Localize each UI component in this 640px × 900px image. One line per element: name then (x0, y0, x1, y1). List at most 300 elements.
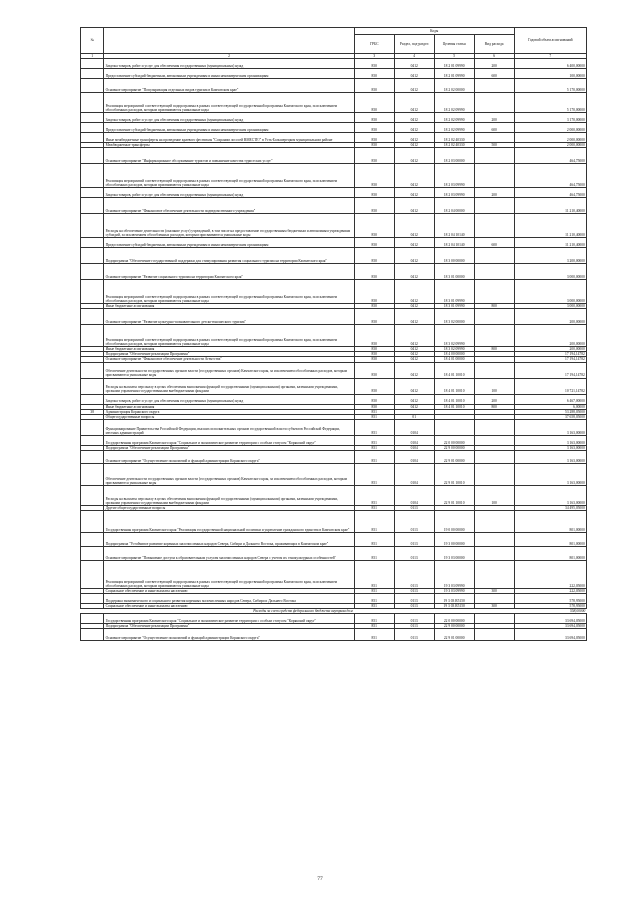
row-name: Реализация мероприятий соответствующей подпрограммы в рамках соответствующей государственной программы Камчатского края, за исключением обособленных расходов, которым присваиваются уникальные коды (104, 561, 354, 589)
row-grbs: 850 (354, 347, 394, 352)
row-amount: 10 721,14782 (514, 378, 586, 394)
row-amount: 11 210,40000 (514, 238, 586, 248)
row-grbs: 851 (354, 435, 394, 445)
row-name: Иные межбюджетные трансферты на проведение краевого фестиваля "Сохраним лососей ВМЕСТЕ!" в Усть-Большерецком муниципальном районе (104, 133, 354, 143)
row-target-article: 18 4 01 00000 (434, 357, 474, 362)
row-razd: 0104 (394, 485, 434, 505)
row-number (81, 309, 104, 325)
row-expense-type: 300 (474, 589, 514, 594)
row-grbs: 851 (354, 629, 394, 641)
row-grbs: 851 (354, 533, 394, 547)
row-grbs: 851 (354, 589, 394, 594)
row-target-article: 18 3 01 09990 (434, 304, 474, 309)
table-row (81, 214, 587, 238)
row-amount: 3 163,00000 (514, 445, 586, 450)
row-razd: 0412 (394, 404, 434, 409)
row-expense-type (474, 511, 514, 533)
row-grbs: 850 (354, 309, 394, 325)
row-grbs: 850 (354, 264, 394, 280)
row-number (81, 113, 104, 123)
row-target-article: 22 9 01 00000 (434, 450, 474, 463)
row-number (81, 59, 104, 69)
row-razd: 0412 (394, 113, 434, 123)
row-name: Подпрограмма "Обеспечение реализации Программы" (104, 352, 354, 357)
row-grbs: 850 (354, 93, 394, 113)
row-name: Государственная программа Камчатского края "Реализация государственной национальной политики и укрепление гражданского единства в Камчатском крае" (104, 511, 354, 533)
row-grbs: 850 (354, 133, 394, 143)
row-amount: 3 000,00000 (514, 304, 586, 309)
row-name: Предоставление субсидий бюджетным, автономным учреждениям и иным некоммерческим организациям (104, 123, 354, 133)
row-expense-type (474, 362, 514, 378)
table-row (81, 188, 587, 198)
row-number (81, 614, 104, 624)
table-header (81, 28, 587, 59)
row-target-article: 18 2 01 09990 (434, 69, 474, 79)
header-cs: Целевая статья (434, 35, 474, 54)
row-grbs: 851 (354, 414, 394, 419)
row-amount: 801,00000 (514, 511, 586, 533)
table-row (81, 164, 587, 188)
table-row (81, 533, 587, 547)
row-name: Социальное обеспечение и иные выплаты населению (104, 589, 354, 594)
row-expense-type (474, 264, 514, 280)
row-expense-type (474, 594, 514, 604)
row-number (81, 93, 104, 113)
row-name: Основное мероприятие "Повышение доступа к образовательным услугам малочисленных народов Севера с учетом их этнокультурных особенностей" (104, 547, 354, 561)
table-row (81, 325, 587, 347)
row-amount: 200,00000 (514, 309, 586, 325)
row-target-article: 22 9 01 10010 (434, 485, 474, 505)
row-target-article: 18 2 02 09990 (434, 93, 474, 113)
row-name: Основное мероприятие "Осуществление полномочий и функций администрации Корякского округа" (104, 450, 354, 463)
row-razd: 0412 (394, 69, 434, 79)
row-grbs: 850 (354, 113, 394, 123)
row-expense-type (474, 547, 514, 561)
row-razd: 0104 (394, 463, 434, 485)
row-razd: 0412 (394, 133, 434, 143)
row-grbs: 850 (354, 280, 394, 304)
row-name: Администрация Корякского округа (104, 409, 354, 414)
row-number: 38 (81, 409, 104, 414)
row-grbs: 850 (354, 248, 394, 264)
row-target-article: 18 2 02 40330 (434, 143, 474, 148)
row-razd: 0104 (394, 445, 434, 450)
header-sum: Годовой объем ассигнований (514, 28, 586, 54)
header-razd: Раздел, под-раздел (394, 35, 434, 54)
table-row (81, 79, 587, 93)
row-razd: 0113 (394, 561, 434, 589)
row-grbs: 850 (354, 378, 394, 394)
row-target-article: 19 0 00 00000 (434, 511, 474, 533)
row-name: Социальное обеспечение и иные выплаты населению (104, 604, 354, 609)
row-expense-type: 300 (474, 604, 514, 609)
row-target-article: 18 4 01 10010 (434, 394, 474, 404)
row-grbs: 850 (354, 188, 394, 198)
table-row (81, 511, 587, 533)
row-amount: 2 000,00000 (514, 133, 586, 143)
table-row (81, 629, 587, 641)
row-expense-type (474, 214, 514, 238)
row-name: Основное мероприятие "Информационное обслуживание туристов и повышение качества туристских услуг" (104, 148, 354, 164)
row-amount: 3 163,00000 (514, 419, 586, 435)
row-expense-type (474, 198, 514, 214)
row-amount: 801,00000 (514, 533, 586, 547)
row-amount: 2 000,00000 (514, 143, 586, 148)
row-grbs: 850 (354, 238, 394, 248)
row-name: Обеспечение деятельности государственных органов власти (государственных органов) Камчатского края, за исключением обособленных расходов, которым присваиваются уникальные коды (104, 463, 354, 485)
header-codes: Коды (354, 28, 514, 35)
row-number (81, 79, 104, 93)
header-index-cell: 6 (474, 54, 514, 59)
row-amount: 17 194,14782 (514, 357, 586, 362)
row-grbs: 850 (354, 357, 394, 362)
row-razd: 0412 (394, 357, 434, 362)
row-amount: 3 170,00000 (514, 113, 586, 123)
row-name: Подпрограмма "Устойчивое развитие коренных малочисленных народов Севера, Сибири и Дальнего Востока, проживающих в Камчатском крае" (104, 533, 354, 547)
row-razd: 0412 (394, 59, 434, 69)
row-grbs: 851 (354, 614, 394, 624)
row-grbs: 850 (354, 304, 394, 309)
row-name: Иные бюджетные ассигнования (104, 304, 354, 309)
row-razd: 0104 (394, 435, 434, 445)
row-razd: 0113 (394, 533, 434, 547)
row-expense-type: 800 (474, 404, 514, 409)
row-grbs: 850 (354, 214, 394, 238)
row-number (81, 69, 104, 79)
row-grbs: 850 (354, 198, 394, 214)
row-razd: 0412 (394, 352, 434, 357)
table-row (81, 594, 587, 604)
table-row (81, 93, 587, 113)
row-grbs: 850 (354, 394, 394, 404)
row-number (81, 394, 104, 404)
row-expense-type: 600 (474, 69, 514, 79)
row-razd: 01 (394, 414, 434, 419)
row-expense-type (474, 435, 514, 445)
row-name: Иные бюджетные ассигнования (104, 347, 354, 352)
row-razd: 0412 (394, 148, 434, 164)
row-grbs: 850 (354, 69, 394, 79)
row-name: Закупка товаров, работ и услуг для обеспечения государственных (муниципальных) нужд (104, 113, 354, 123)
row-razd: 0412 (394, 264, 434, 280)
table-row (81, 614, 587, 624)
row-target-article: 18 3 02 09990 (434, 347, 474, 352)
row-razd: 0412 (394, 123, 434, 133)
row-name: Межбюджетные трансферты (104, 143, 354, 148)
row-name: Закупка товаров, работ и услуг для обеспечения государственных (муниципальных) нужд (104, 188, 354, 198)
row-target-article: 19 3 03 09990 (434, 589, 474, 594)
table-row (81, 561, 587, 589)
row-amount: 578,95000 (514, 604, 586, 609)
row-amount: 11 210,40000 (514, 198, 586, 214)
row-amount: 222,05000 (514, 561, 586, 589)
row-grbs: 850 (354, 362, 394, 378)
row-number (81, 435, 104, 445)
row-expense-type (474, 133, 514, 143)
row-number (81, 561, 104, 589)
row-razd: 0412 (394, 143, 434, 148)
row-name: Основное мероприятие "Финансовое обеспечение деятельности подведомственного учреждения" (104, 198, 354, 214)
row-grbs: 850 (354, 404, 394, 409)
row-name: Государственная программа Камчатского края "Социальное и экономическое развитие территории с особым статусом "Корякский округ" (104, 614, 354, 624)
header-vr: Вид расхода (474, 35, 514, 54)
row-grbs: 851 (354, 511, 394, 533)
row-expense-type: 800 (474, 347, 514, 352)
row-amount: 200,00000 (514, 347, 586, 352)
row-razd: 0412 (394, 280, 434, 304)
table-row (81, 198, 587, 214)
row-name: Основное мероприятие "Финансовое обеспечение деятельности Агентства" (104, 357, 354, 362)
row-name: Подпрограмма "Обеспечение реализации Программы" (104, 445, 354, 450)
page-number: 77 (317, 876, 323, 882)
row-number (81, 214, 104, 238)
row-expense-type (474, 325, 514, 347)
row-name: Подпрограмма "Обеспечение реализации Программы" (104, 624, 354, 629)
table-row (81, 238, 587, 248)
row-number (81, 280, 104, 304)
table-row (81, 248, 587, 264)
row-amount: 3 200,00000 (514, 248, 586, 264)
row-razd: 0412 (394, 394, 434, 404)
row-amount: 3 163,00000 (514, 485, 586, 505)
row-amount: 464,75000 (514, 188, 586, 198)
row-target-article: 18 2 04 10140 (434, 238, 474, 248)
row-razd: 0113 (394, 604, 434, 609)
row-target-article: 18 4 01 10010 (434, 378, 474, 394)
row-name: Основное мероприятие "Развитие социального туризма на территории Камчатского края" (104, 264, 354, 280)
row-expense-type: 600 (474, 123, 514, 133)
row-number (81, 264, 104, 280)
row-grbs: 851 (354, 547, 394, 561)
row-grbs: 851 (354, 624, 394, 629)
row-expense-type (474, 79, 514, 93)
row-name: Основное мероприятие "Осуществление полномочий и функций администрации Корякского округа" (104, 629, 354, 641)
table-row (81, 362, 587, 378)
row-number (81, 419, 104, 435)
row-number (81, 450, 104, 463)
row-razd: 0113 (394, 594, 434, 604)
row-number (81, 123, 104, 133)
row-name: Иные бюджетные ассигнования (104, 404, 354, 409)
row-number (81, 238, 104, 248)
table-row (81, 485, 587, 505)
row-number (81, 511, 104, 533)
row-number (81, 248, 104, 264)
row-grbs: 851 (354, 419, 394, 435)
row-number (81, 629, 104, 641)
row-grbs: 850 (354, 79, 394, 93)
row-amount: 17 194,14782 (514, 362, 586, 378)
row-name: Поддержка экономического и социального развития коренных малочисленных народов Севера, Сибири и Дальнего Востока (104, 594, 354, 604)
row-grbs: 850 (354, 164, 394, 188)
row-target-article: 19 3 03 09990 (434, 561, 474, 589)
row-name: Предоставление субсидий бюджетным, автономным учреждениям и иным некоммерческим организациям (104, 69, 354, 79)
row-name: Основное мероприятие "Популяризация отдельных видов туризма в Камчатском крае" (104, 79, 354, 93)
row-expense-type: 200 (474, 188, 514, 198)
row-razd: 0113 (394, 629, 434, 641)
row-target-article: 18 4 01 10010 (434, 362, 474, 378)
row-amount: 3 163,00000 (514, 463, 586, 485)
row-number (81, 198, 104, 214)
row-target-article: 18 3 01 09990 (434, 280, 474, 304)
row-amount: 6,00000 (514, 404, 586, 409)
header-index-cell: 3 (354, 54, 394, 59)
table-row (81, 264, 587, 280)
row-expense-type (474, 248, 514, 264)
row-amount: 801,00000 (514, 547, 586, 561)
row-razd: 0412 (394, 214, 434, 238)
row-expense-type (474, 164, 514, 188)
row-target-article: 18 2 04 00000 (434, 198, 474, 214)
row-number (81, 594, 104, 604)
row-grbs: 851 (354, 409, 394, 414)
table-row (81, 419, 587, 435)
row-target-article: 18 2 03 00000 (434, 148, 474, 164)
row-amount: 200,00000 (514, 325, 586, 347)
row-amount: 37 658,05000 (514, 414, 586, 419)
row-name: Государственная программа Камчатского края "Социальное и экономическое развитие территории с особым статусом "Корякский округ" (104, 435, 354, 445)
row-razd: 0113 (394, 624, 434, 629)
row-name: Расходы на выплаты персоналу в целях обеспечения выполнения функций государственными (муниципальными) органами, казенными учреждениями, органами управления государственными внебюджетными фондами (104, 378, 354, 394)
row-grbs: 851 (354, 445, 394, 450)
table-row (81, 148, 587, 164)
row-expense-type: 200 (474, 113, 514, 123)
row-expense-type: 200 (474, 59, 514, 69)
row-razd: 0113 (394, 547, 434, 561)
row-expense-type (474, 533, 514, 547)
table-row (81, 280, 587, 304)
row-number (81, 188, 104, 198)
table-row (81, 463, 587, 485)
row-amount: 222,05000 (514, 589, 586, 594)
row-razd: 0412 (394, 325, 434, 347)
row-number (81, 485, 104, 505)
header-num: № (81, 28, 104, 54)
row-target-article: 22 9 00 00000 (434, 624, 474, 629)
table-row (81, 59, 587, 69)
row-name: Общегосударственные вопросы (104, 414, 354, 419)
row-expense-type (474, 614, 514, 624)
row-expense-type (474, 561, 514, 589)
row-grbs: 851 (354, 561, 394, 589)
table-row (81, 113, 587, 123)
row-target-article: 18 2 01 09990 (434, 59, 474, 69)
row-target-article: 18 3 00 00000 (434, 248, 474, 264)
row-number (81, 378, 104, 394)
row-name: Расходы на обеспечение деятельности (оказание услуг) учреждений, в том числе на предоставление государственным бюджетным и автономным учреждениям субсидий, за исключением обособленных расходов, которым присваиваются уникальные коды (104, 214, 354, 238)
row-name: Реализация мероприятий соответствующей подпрограммы в рамках соответствующей государственной программы Камчатского края, за исключением обособленных расходов, которым присваиваются уникальные коды (104, 280, 354, 304)
row-expense-type (474, 280, 514, 304)
row-target-article: 18 4 01 10010 (434, 404, 474, 409)
row-grbs: 850 (354, 143, 394, 148)
row-razd: 0412 (394, 248, 434, 264)
row-target-article: 22 0 00 00000 (434, 614, 474, 624)
row-target-article: 18 2 02 09990 (434, 113, 474, 123)
row-name: Расходы на выплаты персоналу в целях обеспечения выполнения функций государственными (муниципальными) органами, казенными учреждениями, органами управления государственными внебюджетными фондами (104, 485, 354, 505)
row-amount: 17 194,14782 (514, 352, 586, 357)
row-target-article: 18 3 02 00000 (434, 309, 474, 325)
row-target-article: 22 9 00 00000 (434, 445, 474, 450)
row-expense-type (474, 309, 514, 325)
row-amount: 3 000,00000 (514, 280, 586, 304)
row-target-article: 19 3 03 R5150 (434, 594, 474, 604)
row-amount: 100,00000 (514, 69, 586, 79)
table-row (81, 123, 587, 133)
row-target-article: 22 9 01 00000 (434, 629, 474, 641)
row-razd: 0412 (394, 188, 434, 198)
row-name: Реализация мероприятий соответствующей подпрограммы в рамках соответствующей государственной программы Камчатского края, за исключением обособленных расходов, которым присваиваются уникальные коды (104, 93, 354, 113)
row-razd: 0104 (394, 419, 434, 435)
row-expense-type (474, 450, 514, 463)
row-razd: 0412 (394, 93, 434, 113)
table-row (81, 309, 587, 325)
row-grbs: 850 (354, 59, 394, 69)
table-row (81, 547, 587, 561)
row-expense-type: 200 (474, 394, 514, 404)
row-number (81, 362, 104, 378)
row-razd: 0104 (394, 450, 434, 463)
header-name (104, 28, 354, 54)
row-razd: 0113 (394, 614, 434, 624)
row-expense-type (474, 463, 514, 485)
row-amount: 33 694,05000 (514, 629, 586, 641)
row-name: Основное мероприятие "Развитие культурно-познавательного детско-юношеского туризма" (104, 309, 354, 325)
row-number (81, 148, 104, 164)
row-target-article: 22 0 00 00000 (434, 435, 474, 445)
row-amount: 6 400,00000 (514, 59, 586, 69)
row-amount: 34 495,05000 (514, 505, 586, 510)
row-amount: 3 163,00000 (514, 435, 586, 445)
header-index-cell: 1 (81, 54, 104, 59)
row-target-article: 18 3 02 09990 (434, 325, 474, 347)
row-razd: 0412 (394, 304, 434, 309)
row-name: Закупка товаров, работ и услуг для обеспечения государственных (муниципальных) нужд (104, 394, 354, 404)
row-number (81, 325, 104, 347)
row-razd: 0412 (394, 164, 434, 188)
row-grbs: 850 (354, 352, 394, 357)
row-target-article: 18 2 02 40330 (434, 133, 474, 143)
row-grbs: 851 (354, 463, 394, 485)
row-name: Реализация мероприятий соответствующей подпрограммы в рамках соответствующей государственной программы Камчатского края, за исключением обособленных расходов, которым присваиваются уникальные коды (104, 164, 354, 188)
row-name: Реализация мероприятий соответствующей подпрограммы в рамках соответствующей государственной программы Камчатского края, за исключением обособленных расходов, которым присваиваются уникальные коды (104, 325, 354, 347)
row-grbs: 850 (354, 325, 394, 347)
row-amount: 3 000,00000 (514, 264, 586, 280)
row-number (81, 547, 104, 561)
row-razd: 0412 (394, 198, 434, 214)
row-target-article: 18 2 03 09990 (434, 188, 474, 198)
row-expense-type: 800 (474, 304, 514, 309)
row-target-article: 19 3 03 00000 (434, 547, 474, 561)
row-razd: 0412 (394, 79, 434, 93)
table-row (81, 133, 587, 143)
row-target-article: 18 4 00 00000 (434, 352, 474, 357)
row-name: Обеспечение деятельности государственных органов власти (государственных органов) Камчатского края, за исключением обособленных расходов, которым присваиваются уникальные коды (104, 362, 354, 378)
row-amount: 558,00000 (514, 609, 586, 614)
row-amount: 2 000,00000 (514, 123, 586, 133)
row-amount: 464,75000 (514, 148, 586, 164)
row-grbs: 851 (354, 485, 394, 505)
row-expense-type: 600 (474, 238, 514, 248)
row-target-article: 19 3 03 R5150 (434, 604, 474, 609)
row-expense-type: 100 (474, 485, 514, 505)
row-amount: 464,75000 (514, 164, 586, 188)
header-index-cell: 4 (394, 54, 434, 59)
row-razd: 0412 (394, 378, 434, 394)
row-expense-type (474, 93, 514, 113)
header-grbs: ГРБС (354, 35, 394, 54)
row-number (81, 463, 104, 485)
row-name: Предоставление субсидий бюджетным, автономным учреждениям и иным некоммерческим организациям (104, 238, 354, 248)
